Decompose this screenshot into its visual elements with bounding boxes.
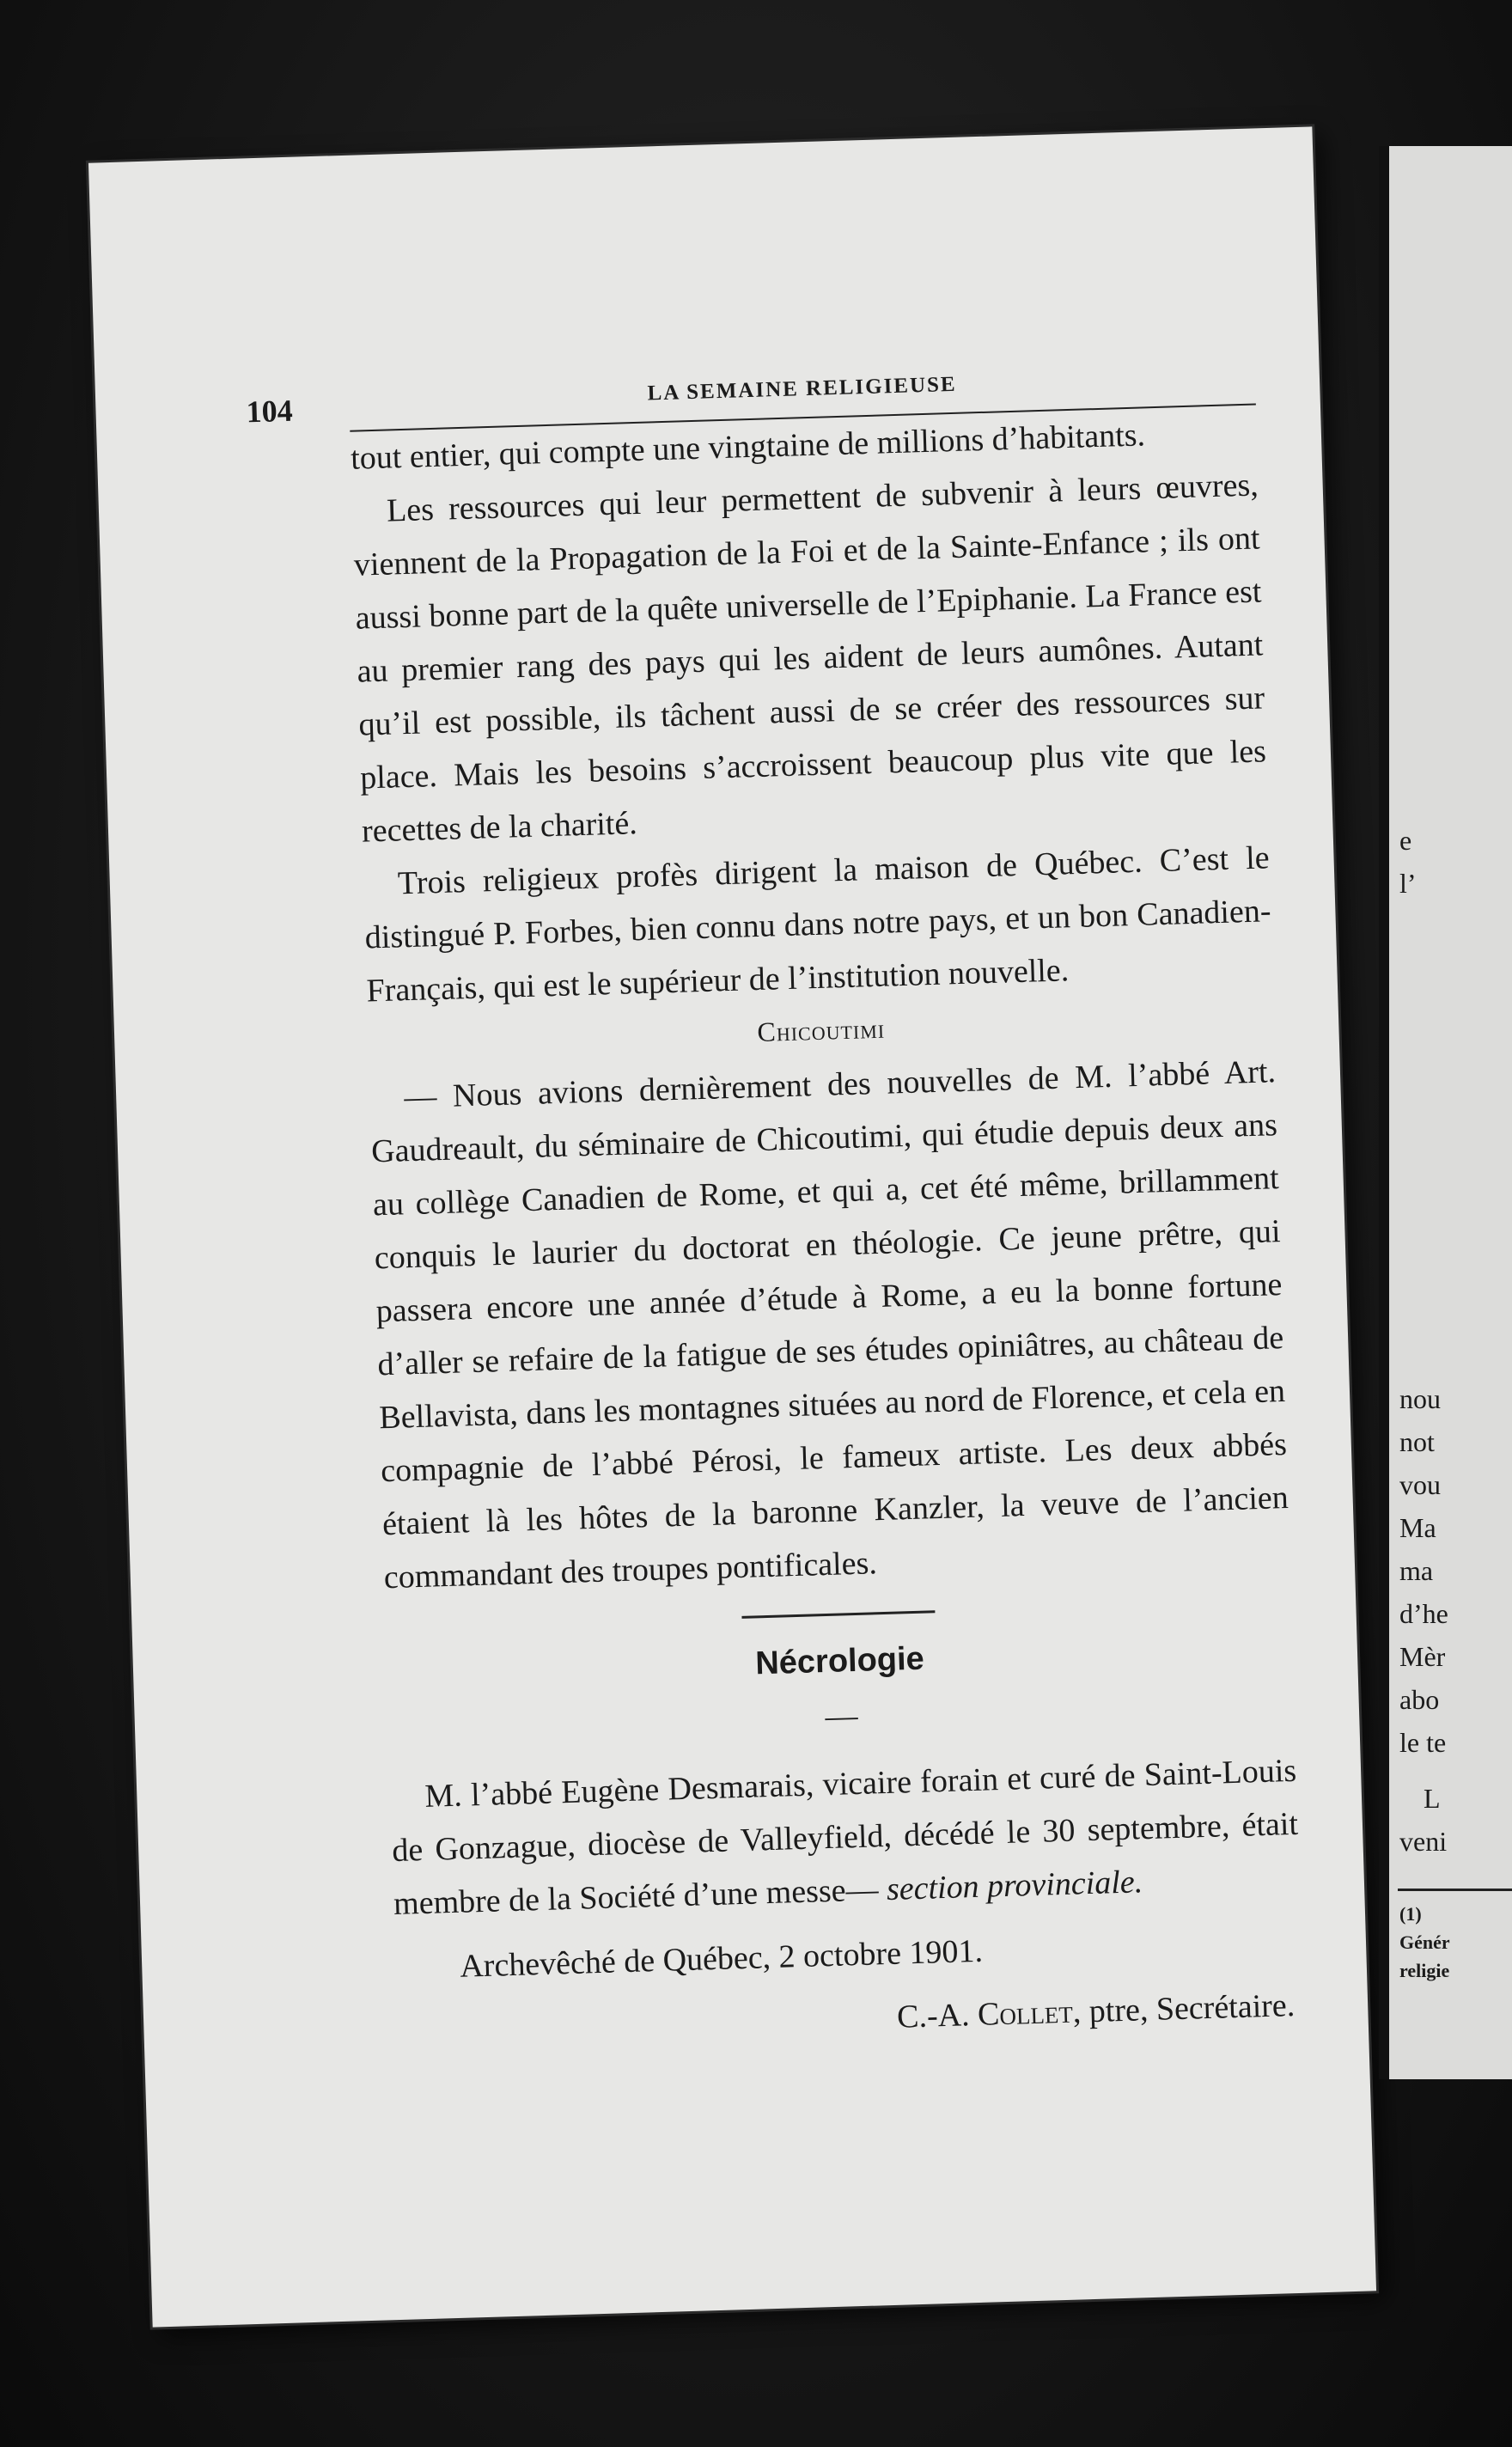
right-frag-line-3: vou: [1399, 1469, 1441, 1500]
right-frag-line-9: le te: [1399, 1727, 1447, 1758]
right-frag-l-1: L: [1424, 1783, 1441, 1814]
signature: [397, 1986, 1304, 2051]
right-frag-l-2: veni: [1399, 1826, 1448, 1857]
right-footnote-3: religie: [1399, 1960, 1450, 1981]
right-frag-top-1: e: [1399, 825, 1412, 856]
page-content: [246, 352, 1304, 2051]
necrologie-dash: —: [824, 1697, 859, 1736]
signature-name: C.-A. Collet: [896, 1993, 1074, 2035]
right-frag-top-2: l’: [1399, 868, 1417, 899]
adjacent-page-fragment: [1379, 146, 1512, 2079]
book-page: [88, 126, 1376, 2327]
section-heading-chicoutimi: Chicoutimi: [756, 1012, 886, 1048]
paragraph-4: — Nous avions dernièrement des nouvelles de M. l’abbé Art. Gaudreault, du séminaire de Chicoutimi, qui étudie depuis deux ans au collège Canadien de Rome, et qui a, cet été même, brillamment conquis le laurier du doctorat en théologie. Ce jeune prêtre, qui passera encore une année d’étude à Rome, a eu la bonne fortune d’aller se refaire de la fatigue de ses études opiniâtres, au château de Bellavista, dans les montagnes situées au nord de Florence, et cela en compagnie de l’abbé Pérosi, le fameux artiste. Les deux abbés étaient là les hôtes de la baronne Kanzler, la veuve de l’ancien commandant des troupes pontificales.: [370, 1053, 1289, 1596]
right-frag-line-6: d’he: [1399, 1598, 1448, 1629]
running-title: LA SEMAINE RELIGIEUSE: [647, 372, 958, 406]
right-frag-line-5: ma: [1399, 1555, 1434, 1586]
paragraph-5: [390, 1744, 1301, 1931]
paragraph-3: Trois religieux profès dirigent la maison de Québec. C’est le distingué P. Forbes, bien connu dans notre pays, et un bon Canadien-Français, qui est le supérieur de l’institution nouvelle.: [364, 839, 1271, 1010]
section-divider: [741, 1610, 935, 1620]
right-frag-line-8: abo: [1399, 1684, 1440, 1715]
necrologie-heading: Nécrologie: [754, 1640, 925, 1682]
paragraph-2: Les ressources qui leur permettent de subvenir à leurs œuvres, viennent de la Propagation de la Foi et de la Sainte-Enfance ; ils ont aussi bonne part de la quête universelle de l’Epiphanie. La France est au premier rang des pays qui les aident de leurs aumônes. Autant qu’il est possible, ils tâchent aussi de se créer des ressources sur place. Mais les besoins s’accroissent beaucoup plus vite que les recettes de la charité.: [353, 467, 1267, 850]
right-frag-line-1: nou: [1399, 1383, 1441, 1414]
right-footnote-1: (1): [1399, 1903, 1422, 1925]
right-frag-line-7: Mèr: [1399, 1641, 1446, 1672]
right-frag-line-2: not: [1399, 1426, 1435, 1457]
paragraph-5-text: M. l’abbé Eugène Desmarais, vicaire forain et curé de Saint-Louis de Gonzague, diocèse de Valleyfield, décédé le 30 septembre, était membre de la Société d’une messe—: [391, 1752, 1299, 1923]
date-line: Archevêché de Québec, 2 octobre 1901.: [459, 1932, 984, 1985]
paragraph-5-italic: section provinciale.: [886, 1864, 1143, 1908]
right-footnote-2: Génér: [1399, 1931, 1450, 1953]
paragraph-1: tout entier, qui compte une vingtaine de millions d’habitants.: [350, 417, 1146, 477]
page-number: 104: [246, 393, 294, 430]
right-frag-line-4: Ma: [1399, 1512, 1436, 1543]
signature-rest: , ptre, Secrétaire.: [1072, 1986, 1296, 2030]
right-footnote-rule: [1398, 1889, 1512, 1891]
